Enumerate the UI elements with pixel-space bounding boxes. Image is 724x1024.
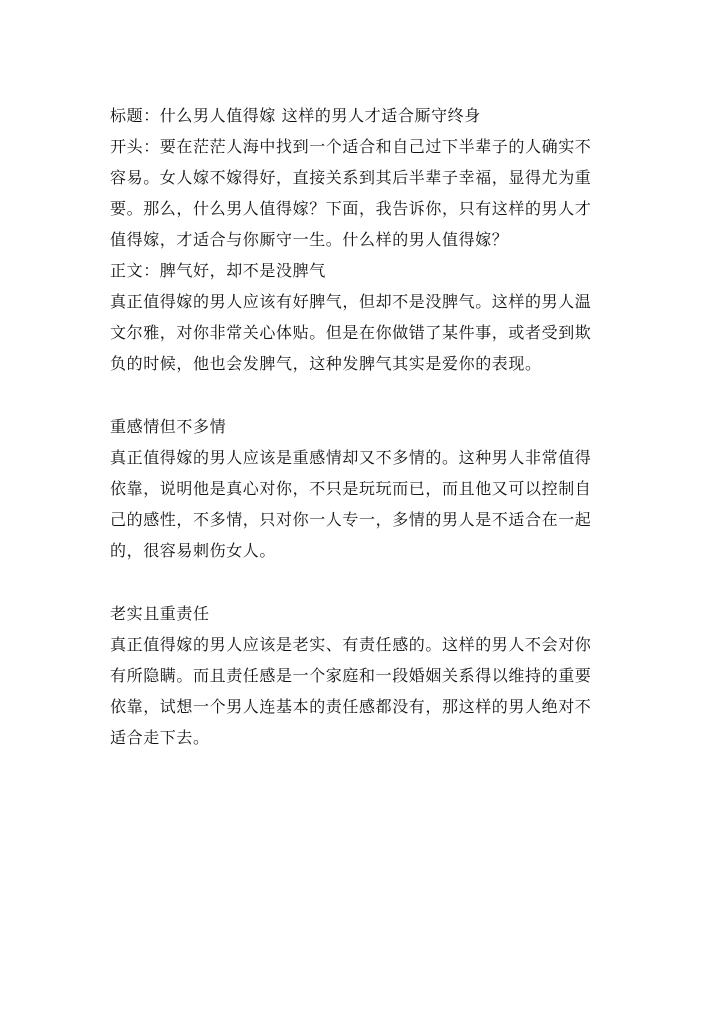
section2-line: 真正值得嫁的男人应该是重感情却又不多情的。这种男人非常值得 <box>110 448 592 467</box>
section1-line: 真正值得嫁的男人应该有好脾气，但却不是没脾气。这样的男人温 <box>110 292 592 311</box>
section1-line: 文尔雅，对你非常关心体贴。但是在你做错了某件事，或者受到欺 <box>110 323 592 342</box>
section2-paragraph <box>110 442 620 566</box>
section2-heading: 重感情但不多情 <box>110 417 227 436</box>
paragraph-spacer <box>110 379 620 411</box>
intro-line: 开头：要在茫茫人海中找到一个适合和自己过下半辈子的人确实不 <box>110 137 592 156</box>
section2-line: 的，很容易刺伤女人。 <box>110 541 277 560</box>
section3-line: 依靠，试想一个男人连基本的责任感都没有，那这样的男人绝对不 <box>110 697 592 716</box>
intro-paragraph <box>110 131 620 255</box>
intro-line: 容易。女人嫁不嫁得好，直接关系到其后半辈子幸福，显得尤为重 <box>110 168 592 187</box>
section3-line: 适合走下去。 <box>110 728 210 747</box>
intro-line: 要。那么，什么男人值得嫁？下面，我告诉你，只有这样的男人才 <box>110 199 592 218</box>
section1-paragraph <box>110 286 620 379</box>
section3-line: 有所隐瞒。而且责任感是一个家庭和一段婚姻关系得以维持的重要 <box>110 666 592 685</box>
paragraph-spacer <box>110 566 620 598</box>
body-label: 正文：脾气好，却不是没脾气 <box>110 261 326 280</box>
section3-line: 真正值得嫁的男人应该是老实、有责任感的。这样的男人不会对你 <box>110 635 592 654</box>
section3-paragraph <box>110 629 620 753</box>
article-title: 标题：什么男人值得嫁 这样的男人才适合厮守终身 <box>110 106 481 125</box>
section2-line: 依靠，说明他是真心对你，不只是玩玩而已，而且他又可以控制自 <box>110 479 592 498</box>
section1-line: 负的时候，他也会发脾气，这种发脾气其实是爱你的表现。 <box>110 354 542 373</box>
intro-line: 值得嫁，才适合与你厮守一生。什么样的男人值得嫁？ <box>110 230 509 249</box>
document-page <box>110 100 620 753</box>
section3-heading: 老实且重责任 <box>110 604 210 623</box>
section2-line: 己的感性，不多情，只对你一人专一，多情的男人是不适合在一起 <box>110 510 592 529</box>
